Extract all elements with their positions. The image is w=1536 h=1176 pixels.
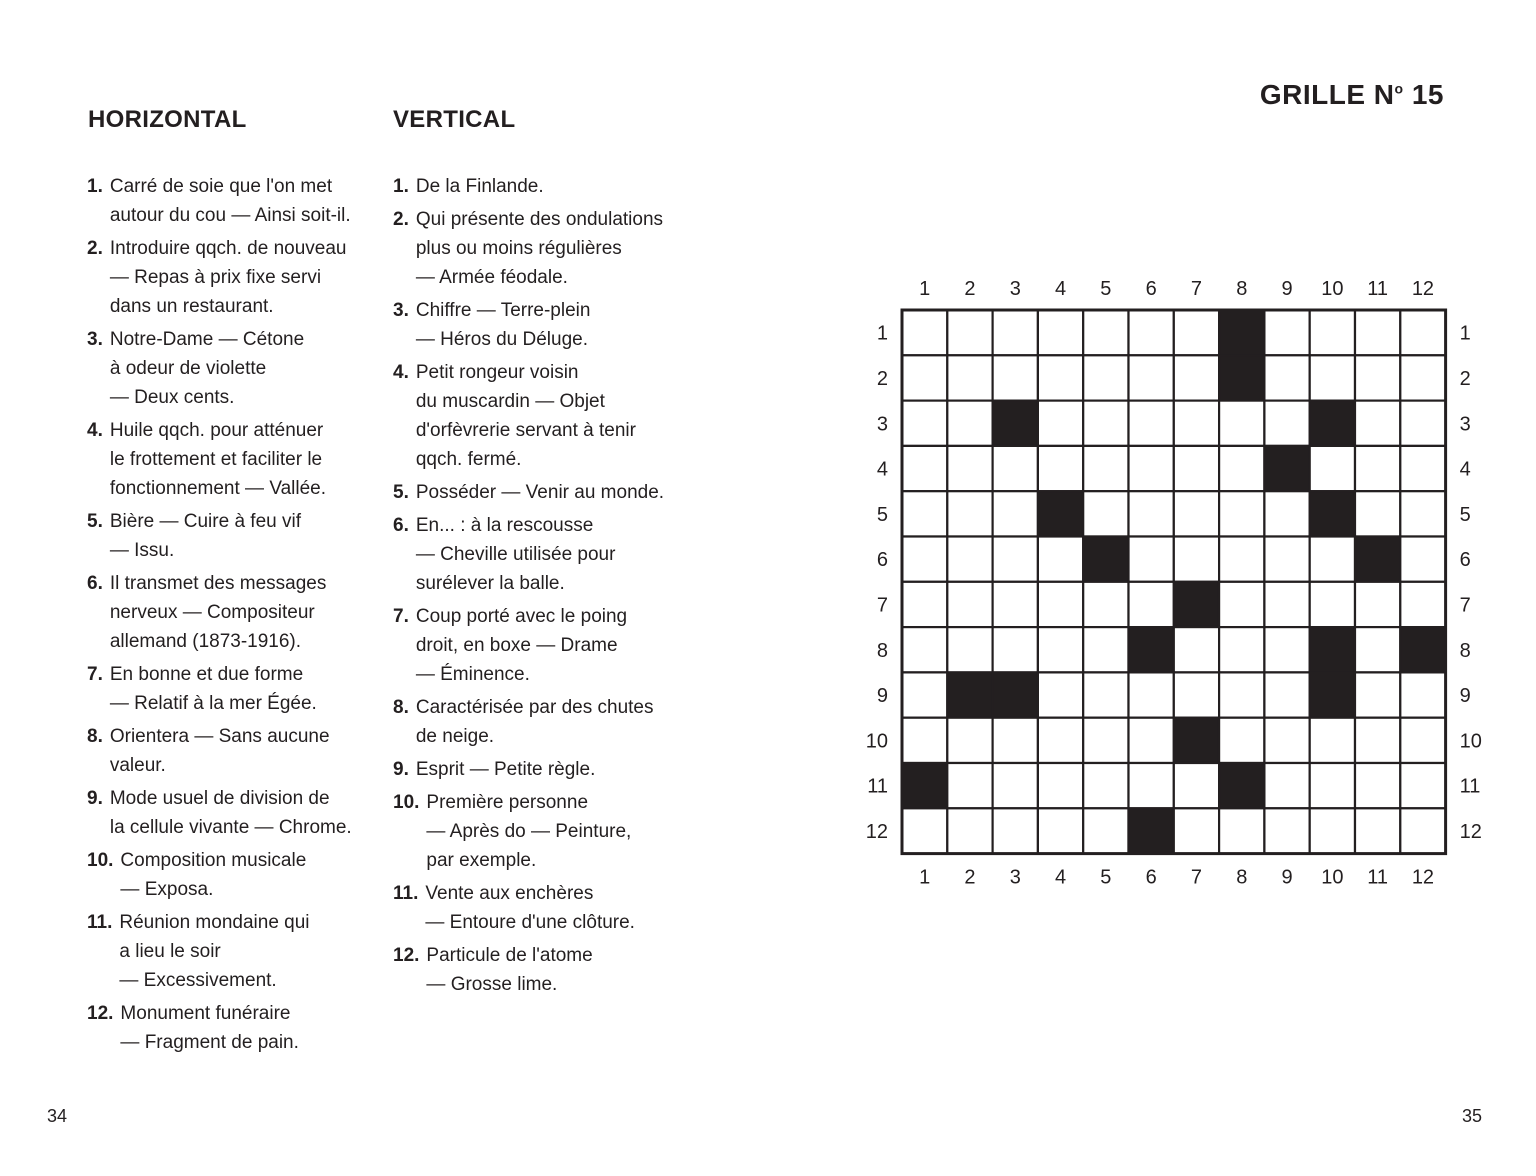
black-cell — [1174, 582, 1219, 627]
grid-cell[interactable] — [1174, 808, 1219, 853]
grid-cell[interactable] — [993, 627, 1038, 672]
grid-cell[interactable] — [1038, 582, 1083, 627]
black-cell — [1129, 627, 1174, 672]
grid-cell[interactable] — [1355, 310, 1400, 355]
black-cell — [947, 672, 992, 717]
grid-cell[interactable] — [1083, 310, 1128, 355]
clue-number: 6. — [87, 573, 103, 594]
grid-cell[interactable] — [993, 582, 1038, 627]
black-cell — [1129, 808, 1174, 853]
grid-cell[interactable] — [1310, 537, 1355, 582]
grid-cell[interactable] — [1129, 537, 1174, 582]
vertical-heading: VERTICAL — [393, 106, 516, 133]
grid-cell[interactable] — [1083, 763, 1128, 808]
clue-number: 12. — [393, 945, 420, 966]
clue-number: 1. — [393, 176, 409, 197]
grid-title-sup: o — [1394, 80, 1404, 97]
clue-number: 5. — [87, 511, 103, 532]
column-label-top: 5 — [1100, 278, 1112, 300]
grid-cell[interactable] — [1355, 582, 1400, 627]
row-label-right: 12 — [1459, 820, 1482, 843]
black-cell — [1038, 491, 1083, 536]
black-cell — [1355, 537, 1400, 582]
grid-cell[interactable] — [902, 491, 947, 536]
grid-cell[interactable] — [947, 446, 992, 491]
clue-number: 2. — [393, 209, 409, 230]
grid-cell[interactable] — [1038, 401, 1083, 446]
clue-number: 11. — [87, 912, 113, 933]
grid-cell[interactable] — [1174, 537, 1219, 582]
clue-text: Première personne — Après do — Peinture, par exemple. — [426, 792, 632, 871]
column-label-bottom: 2 — [964, 866, 976, 889]
grid-cell[interactable] — [1355, 446, 1400, 491]
row-label-left: 7 — [876, 594, 888, 617]
grid-cell[interactable] — [1400, 763, 1445, 808]
clue-number: 5. — [393, 482, 409, 503]
grid-cell[interactable] — [993, 763, 1038, 808]
black-cell — [1219, 355, 1264, 400]
grid-cell[interactable] — [1400, 808, 1445, 853]
grid-cell[interactable] — [1129, 446, 1174, 491]
clue-text: Notre-Dame — Cétone à odeur de violette — Deux cents. — [109, 329, 305, 408]
row-label-right: 2 — [1459, 367, 1471, 390]
horizontal-heading: HORIZONTAL — [88, 106, 247, 133]
grid-cell[interactable] — [902, 627, 947, 672]
column-label-bottom: 6 — [1145, 866, 1157, 889]
page-number-right: 35 — [1462, 1106, 1483, 1126]
grid-cell[interactable] — [1129, 491, 1174, 536]
grid-cell[interactable] — [1400, 491, 1445, 536]
row-label-left: 12 — [865, 820, 888, 843]
clue-number: 4. — [393, 362, 409, 383]
grid-cell[interactable] — [993, 310, 1038, 355]
page-number-left: 34 — [47, 1106, 68, 1126]
clue-number: 11. — [393, 883, 419, 904]
grid-cell[interactable] — [1264, 718, 1309, 763]
grid-cell[interactable] — [1219, 627, 1264, 672]
grid-cell[interactable] — [902, 672, 947, 717]
black-cell — [1264, 446, 1309, 491]
grid-cell[interactable] — [1219, 446, 1264, 491]
column-label-top: 10 — [1321, 278, 1344, 300]
black-cell — [1310, 627, 1355, 672]
black-cell — [1400, 627, 1445, 672]
clue-number: 2. — [87, 238, 103, 259]
clue-number: 9. — [393, 759, 409, 780]
grid-cell[interactable] — [1264, 491, 1309, 536]
column-label-bottom: 12 — [1411, 866, 1435, 889]
grid-cell[interactable] — [1355, 627, 1400, 672]
grid-cell[interactable] — [902, 582, 947, 627]
column-label-top: 3 — [1009, 278, 1021, 300]
clue-text: Huile qqch. pour atténuer le frottement et faciliter le fonctionnement — Vallée. — [109, 420, 327, 499]
clue-text: Réunion mondaine qui a lieu le soir — Excessivement. — [119, 912, 310, 991]
row-label-right: 11 — [1459, 775, 1481, 798]
clue-text: Introduire qqch. de nouveau — Repas à prix fixe servi dans un restaurant. — [109, 238, 347, 317]
grid-cell[interactable] — [1219, 401, 1264, 446]
grid-cell[interactable] — [993, 491, 1038, 536]
grid-cell[interactable] — [1174, 446, 1219, 491]
grid-cell[interactable] — [1355, 491, 1400, 536]
grid-cell[interactable] — [1400, 672, 1445, 717]
grid-title-number: 15 — [1411, 79, 1444, 110]
grid-cell[interactable] — [1219, 491, 1264, 536]
grid-cell[interactable] — [1219, 582, 1264, 627]
row-label-right: 4 — [1459, 458, 1471, 481]
column-label-bottom: 5 — [1100, 866, 1112, 889]
row-label-left: 6 — [876, 549, 888, 572]
grid-cell[interactable] — [1174, 355, 1219, 400]
grid-cell[interactable] — [902, 808, 947, 853]
grid-cell[interactable] — [993, 355, 1038, 400]
clue-text: Particule de l'atome — Grosse lime. — [426, 945, 593, 995]
grid-cell[interactable] — [1129, 582, 1174, 627]
grid-cell[interactable] — [1174, 310, 1219, 355]
grid-cell[interactable] — [993, 537, 1038, 582]
clue-number: 10. — [393, 792, 420, 813]
grid-cell[interactable] — [1129, 763, 1174, 808]
black-cell — [902, 763, 947, 808]
grid-cell[interactable] — [1400, 582, 1445, 627]
row-label-left: 5 — [876, 503, 888, 526]
grid-cell[interactable] — [1355, 763, 1400, 808]
clue-text: En bonne et due forme — Relatif à la mer Égée. — [109, 664, 317, 714]
grid-cell[interactable] — [1174, 627, 1219, 672]
grid-cell[interactable] — [1083, 355, 1128, 400]
black-cell — [993, 401, 1038, 446]
grid-cell[interactable] — [1038, 763, 1083, 808]
grid-cell[interactable] — [1129, 672, 1174, 717]
column-label-top: 4 — [1054, 278, 1067, 300]
grid-cell[interactable] — [1038, 355, 1083, 400]
clue-text: Caractérisée par des chutes de neige. — [415, 697, 654, 747]
grid-cell[interactable] — [1355, 672, 1400, 717]
row-label-right: 3 — [1459, 413, 1471, 436]
grid-cell[interactable] — [1355, 718, 1400, 763]
grid-cell[interactable] — [1083, 808, 1128, 853]
clue-text: En... : à la rescousse — Cheville utilisée pour surélever la balle. — [415, 515, 616, 594]
grid-cell[interactable] — [1038, 672, 1083, 717]
clue-text: Orientera — Sans aucune valeur. — [109, 726, 330, 776]
grid-cell[interactable] — [993, 446, 1038, 491]
grid-cell[interactable] — [993, 808, 1038, 853]
row-label-left: 2 — [876, 367, 888, 390]
grid-cell[interactable] — [1310, 763, 1355, 808]
grid-cell[interactable] — [947, 310, 992, 355]
grid-cell[interactable] — [1264, 537, 1309, 582]
row-label-left: 9 — [876, 685, 888, 708]
grid-cell[interactable] — [1355, 401, 1400, 446]
clue-number: 12. — [87, 1003, 114, 1024]
clue-text: Chiffre — Terre-plein — Héros du Déluge. — [415, 300, 591, 350]
clue-number: 3. — [87, 329, 103, 350]
row-label-left: 4 — [876, 458, 888, 481]
black-cell — [1174, 718, 1219, 763]
grid-cell[interactable] — [1264, 355, 1309, 400]
row-label-right: 10 — [1459, 730, 1482, 753]
row-label-left: 1 — [876, 322, 888, 345]
clue-number: 9. — [87, 788, 103, 809]
clue-number: 3. — [393, 300, 409, 321]
grid-cell[interactable] — [1083, 718, 1128, 763]
clue-number: 7. — [87, 664, 103, 685]
grid-cell[interactable] — [902, 310, 947, 355]
grid-cell[interactable] — [1129, 718, 1174, 763]
clue-text: Petit rongeur voisin du muscardin — Objet d'orfèvrerie servant à tenir qqch. fermé. — [415, 362, 636, 470]
grid-cell[interactable] — [1038, 537, 1083, 582]
column-label-top: 1 — [919, 278, 931, 300]
black-cell — [1310, 491, 1355, 536]
grid-cell[interactable] — [1264, 582, 1309, 627]
grid-cell[interactable] — [947, 718, 992, 763]
grid-cell[interactable] — [1400, 401, 1445, 446]
row-label-right: 5 — [1459, 503, 1471, 526]
black-cell — [1310, 672, 1355, 717]
black-cell — [1219, 310, 1264, 355]
row-label-right: 1 — [1459, 322, 1471, 345]
black-cell — [1219, 763, 1264, 808]
column-label-bottom: 10 — [1321, 866, 1344, 889]
grid-cell[interactable] — [1400, 718, 1445, 763]
grid-cell[interactable] — [1264, 672, 1309, 717]
grid-cell[interactable] — [947, 491, 992, 536]
grid-cell[interactable] — [1264, 401, 1309, 446]
column-label-top: 11 — [1367, 278, 1389, 300]
grid-cell[interactable] — [1174, 763, 1219, 808]
column-label-top: 2 — [964, 278, 976, 300]
clue-text: Monument funéraire — Fragment de pain. — [120, 1003, 299, 1053]
row-label-right: 9 — [1459, 685, 1471, 708]
grid-cell[interactable] — [1310, 310, 1355, 355]
clue-number: 6. — [393, 515, 409, 536]
grid-cell[interactable] — [1400, 310, 1445, 355]
grid-cell[interactable] — [1129, 355, 1174, 400]
grid-cell[interactable] — [1355, 355, 1400, 400]
grid-cell[interactable] — [1083, 582, 1128, 627]
clue-text: De la Finlande. — [415, 176, 544, 197]
grid-cell[interactable] — [1400, 446, 1445, 491]
row-label-left: 3 — [876, 413, 888, 436]
clue-text: Carré de soie que l'on met autour du cou — Ainsi soit-il. — [109, 176, 351, 226]
grid-cell[interactable] — [1038, 310, 1083, 355]
clue-text: Bière — Cuire à feu vif — Issu. — [109, 511, 301, 561]
grid-cell[interactable] — [1038, 718, 1083, 763]
grid-cell[interactable] — [902, 355, 947, 400]
grid-cell[interactable] — [1310, 808, 1355, 853]
grid-cell[interactable] — [947, 401, 992, 446]
clue-number: 8. — [87, 726, 103, 747]
grid-cell[interactable] — [1083, 446, 1128, 491]
row-label-left: 8 — [876, 639, 888, 662]
grid-cell[interactable] — [1083, 401, 1128, 446]
column-label-bottom: 1 — [919, 866, 931, 889]
grid-cell[interactable] — [1038, 446, 1083, 491]
column-label-bottom: 4 — [1054, 866, 1067, 889]
grid-title-text: GRILLE N — [1259, 79, 1395, 110]
clue-text: Coup porté avec le poing droit, en boxe — Drame — Éminence. — [415, 606, 628, 685]
grid-cell[interactable] — [947, 355, 992, 400]
grid-cell[interactable] — [1400, 355, 1445, 400]
row-label-right: 6 — [1459, 549, 1471, 572]
row-label-right: 7 — [1459, 594, 1471, 617]
grid-cell[interactable] — [1264, 808, 1309, 853]
clue-number: 8. — [393, 697, 409, 718]
grid-cell[interactable] — [1264, 763, 1309, 808]
clue-text: Il transmet des messages nerveux — Compositeur allemand (1873-1916). — [109, 573, 327, 652]
row-label-left: 10 — [865, 730, 888, 753]
grid-cell[interactable] — [902, 718, 947, 763]
grid-cell[interactable] — [1219, 672, 1264, 717]
grid-cell[interactable] — [1174, 672, 1219, 717]
column-label-top: 8 — [1236, 278, 1248, 300]
row-label-left: 11 — [867, 775, 888, 798]
grid-cell[interactable] — [1264, 627, 1309, 672]
grid-cell[interactable] — [1355, 808, 1400, 853]
grid-cell[interactable] — [1310, 446, 1355, 491]
grid-cell[interactable] — [902, 401, 947, 446]
grid-cell[interactable] — [1264, 310, 1309, 355]
black-cell — [1083, 537, 1128, 582]
clue-text: Qui présente des ondulations plus ou moins régulières — Armée féodale. — [415, 209, 664, 288]
grid-cell[interactable] — [1129, 310, 1174, 355]
clue-text: Mode usuel de division de la cellule vivante — Chrome. — [109, 788, 352, 838]
black-cell — [993, 672, 1038, 717]
clue-number: 1. — [87, 176, 103, 197]
column-label-top: 6 — [1145, 278, 1157, 300]
grid-cell[interactable] — [947, 582, 992, 627]
column-label-top: 7 — [1190, 278, 1203, 300]
clue-number: 4. — [87, 420, 103, 441]
black-cell — [1310, 401, 1355, 446]
grid-cell[interactable] — [947, 537, 992, 582]
grid-cell[interactable] — [1400, 537, 1445, 582]
column-label-bottom: 3 — [1009, 866, 1021, 889]
grid-cell[interactable] — [947, 763, 992, 808]
row-label-right: 8 — [1459, 639, 1471, 662]
grid-cell[interactable] — [902, 537, 947, 582]
grid-cell[interactable] — [1310, 355, 1355, 400]
clue-number: 7. — [393, 606, 409, 627]
clue-number: 10. — [87, 850, 114, 871]
grid-cell[interactable] — [1219, 537, 1264, 582]
grid-cell[interactable] — [902, 446, 947, 491]
column-label-top: 12 — [1411, 278, 1435, 300]
clue-text: Esprit — Petite règle. — [415, 759, 596, 780]
grid-cell[interactable] — [1083, 627, 1128, 672]
column-label-top: 9 — [1281, 278, 1293, 300]
grid-cell[interactable] — [1174, 401, 1219, 446]
grid-cell[interactable] — [1038, 808, 1083, 853]
clue-text: Vente aux enchères — Entoure d'une clôture. — [425, 883, 635, 933]
grid-cell[interactable] — [1083, 491, 1128, 536]
grid-cell[interactable] — [947, 808, 992, 853]
column-label-bottom: 9 — [1281, 866, 1293, 889]
clue-text: Composition musicale — Exposa. — [120, 850, 307, 900]
clue-text: Posséder — Venir au monde. — [415, 482, 665, 503]
grid-cell[interactable] — [1310, 582, 1355, 627]
grid-cell[interactable] — [947, 627, 992, 672]
grid-cell[interactable] — [1219, 808, 1264, 853]
column-label-bottom: 8 — [1236, 866, 1248, 889]
column-label-bottom: 11 — [1367, 866, 1389, 889]
grid-cell[interactable] — [1219, 718, 1264, 763]
grid-cell[interactable] — [1038, 627, 1083, 672]
grid-cell[interactable] — [1083, 672, 1128, 717]
grid-cell[interactable] — [1174, 491, 1219, 536]
grid-cell[interactable] — [1310, 718, 1355, 763]
grid-cell[interactable] — [993, 718, 1038, 763]
grid-cell[interactable] — [1129, 401, 1174, 446]
column-label-bottom: 7 — [1190, 866, 1203, 889]
